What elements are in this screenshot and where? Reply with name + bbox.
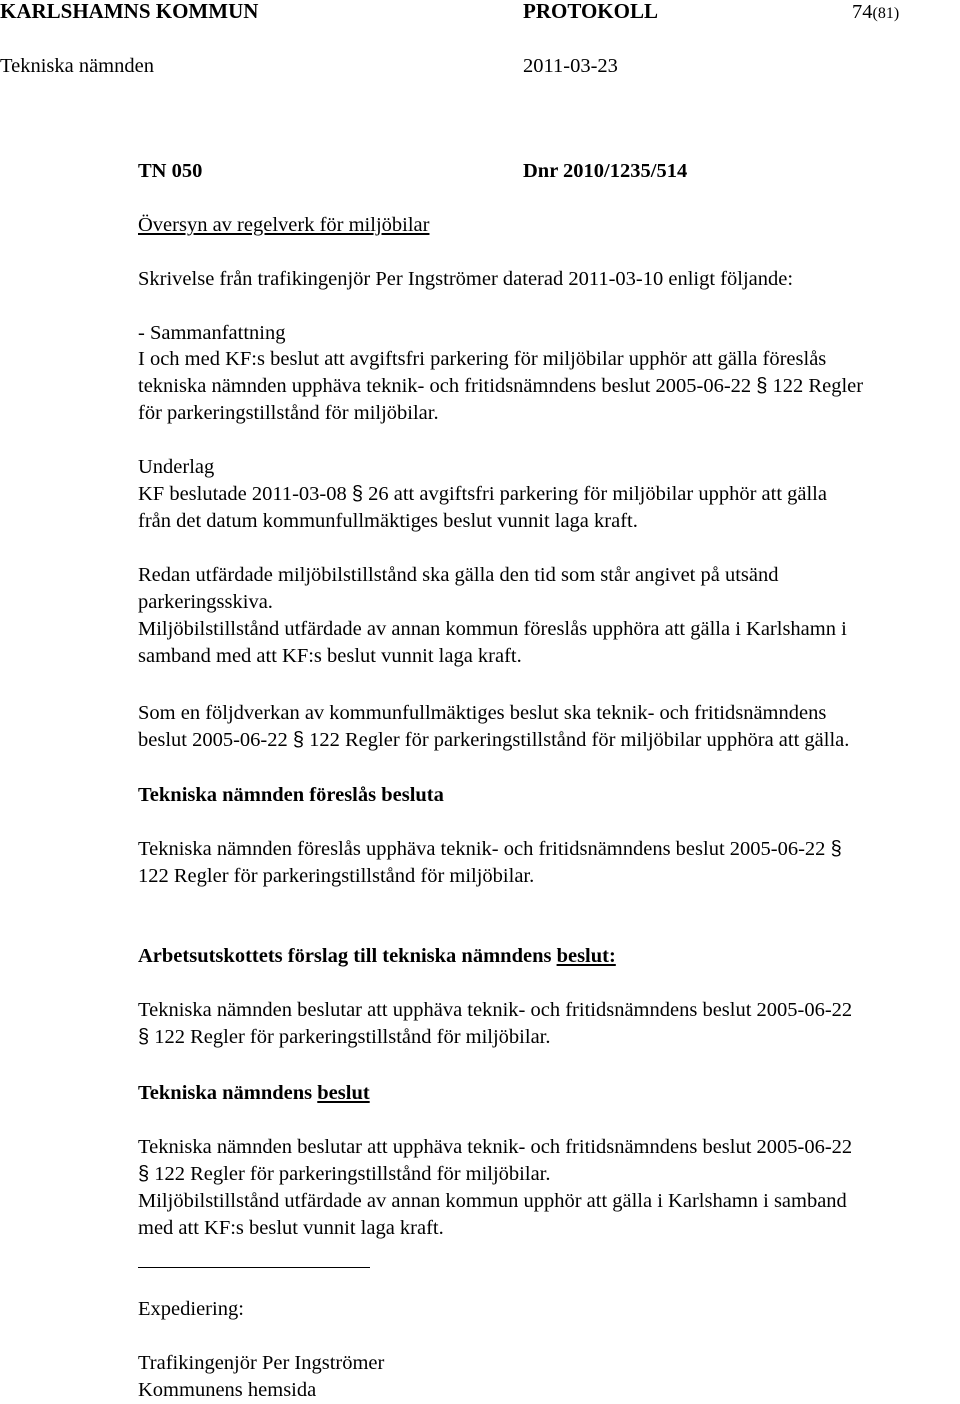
underlag-p4-line-2-b: 122 Regler för parkeringstillstånd för miljöbilar upphöra att gälla.: [309, 729, 850, 751]
case-dnr: Dnr 2010/1235/514: [523, 160, 688, 182]
paragraph-sign-icon: §: [138, 1163, 150, 1185]
case-title: Översyn av regelverk för miljöbilar: [138, 214, 430, 236]
underlag-p3-line-2: samband med att KF:s beslut vunnit laga kraft.: [138, 645, 522, 667]
underlag-p4-line-2-a: beslut 2005-06-22: [138, 729, 288, 751]
au-proposal-line-2-text: 122 Regler för parkeringstillstånd för miljöbilar.: [154, 1026, 551, 1048]
au-proposal-heading-b: beslut:: [556, 945, 616, 967]
underlag-p1-line-2: från det datum kommunfullmäktiges beslut vunnit laga kraft.: [138, 510, 638, 532]
proposal-heading: Tekniska nämnden föreslås besluta: [138, 784, 444, 806]
underlag-p4-line-2: [138, 727, 849, 754]
paragraph-sign-icon: §: [351, 483, 364, 505]
decision-heading: [138, 1080, 370, 1107]
case-number: TN 050: [138, 160, 203, 182]
signature-line: [138, 1267, 370, 1268]
proposal-line-2: 122 Regler för parkeringstillstånd för miljöbilar.: [138, 865, 535, 887]
underlag-p3-line-1: Miljöbilstillstånd utfärdade av annan kommun föreslås upphöra att gälla i Karlshamn i: [138, 618, 847, 640]
proposal-line-1-text: Tekniska nämnden föreslås upphäva teknik- och fritidsnämndens beslut 2005-06-22: [138, 838, 826, 860]
paragraph-sign-icon: §: [756, 375, 768, 397]
case-intro: Skrivelse från trafikingenjör Per Ingströmer daterad 2011-03-10 enligt följande:: [138, 268, 794, 290]
expediering-recipient: Kommunens hemsida: [138, 1379, 317, 1401]
page-total: (81): [872, 5, 900, 22]
expediering-recipient: Trafikingenjör Per Ingströmer: [138, 1352, 385, 1374]
au-proposal-line-1: Tekniska nämnden beslutar att upphäva teknik- och fritidsnämndens beslut 2005-06-22: [138, 999, 853, 1021]
au-proposal-heading: [138, 943, 616, 970]
expediering-label: Expediering:: [138, 1298, 244, 1320]
header-committee: Tekniska nämnden: [0, 55, 154, 77]
au-proposal-line-2: [138, 1024, 551, 1051]
header-page-number: [852, 0, 899, 27]
paragraph-sign-icon: §: [292, 729, 304, 751]
decision-line-2: [138, 1161, 551, 1188]
summary-line-2-a: tekniska nämnden upphäva teknik- och fritidsnämndens beslut 2005-06-22: [138, 375, 752, 397]
header-date: 2011-03-23: [523, 55, 618, 77]
header-doc-type: PROTOKOLL: [523, 0, 658, 23]
page-number: 74: [852, 1, 873, 23]
summary-line-1: I och med KF:s beslut att avgiftsfri parkering för miljöbilar upphör att gälla föreslås: [138, 348, 827, 370]
summary-line-3: för parkeringstillstånd för miljöbilar.: [138, 402, 439, 424]
underlag-p4-line-1: Som en följdverkan av kommunfullmäktiges beslut ska teknik- och fritidsnämndens: [138, 702, 827, 724]
summary-line-2-b: 122 Regler: [772, 375, 864, 397]
paragraph-sign-icon: §: [830, 838, 842, 860]
underlag-p2-line-1: Redan utfärdade miljöbilstillstånd ska gälla den tid som står angivet på utsänd: [138, 564, 779, 586]
summary-line-2: [138, 373, 863, 400]
header-municipality: KARLSHAMNS KOMMUN: [0, 0, 259, 23]
decision-line-1: Tekniska nämnden beslutar att upphäva teknik- och fritidsnämndens beslut 2005-06-22: [138, 1136, 853, 1158]
underlag-p1-line-1: [138, 481, 827, 508]
decision-line-3: Miljöbilstillstånd utfärdade av annan kommun upphör att gälla i Karlshamn i samband: [138, 1190, 847, 1212]
decision-heading-b: beslut: [317, 1082, 370, 1104]
proposal-line-1: [138, 836, 842, 863]
summary-heading: - Sammanfattning: [138, 322, 286, 344]
underlag-p1-line-1-b: 26 att avgiftsfri parkering för miljöbilar upphör att gälla: [368, 483, 827, 505]
underlag-p1-line-1-a: KF beslutade 2011-03-08: [138, 483, 347, 505]
decision-line-4: med att KF:s beslut vunnit laga kraft.: [138, 1217, 444, 1239]
decision-line-2-text: 122 Regler för parkeringstillstånd för miljöbilar.: [154, 1163, 551, 1185]
underlag-heading: Underlag: [138, 456, 215, 478]
paragraph-sign-icon: §: [138, 1026, 150, 1048]
decision-heading-a: Tekniska nämndens: [138, 1082, 313, 1104]
au-proposal-heading-a: Arbetsutskottets förslag till tekniska nämndens: [138, 945, 552, 967]
underlag-p2-line-2: parkeringsskiva.: [138, 591, 273, 613]
